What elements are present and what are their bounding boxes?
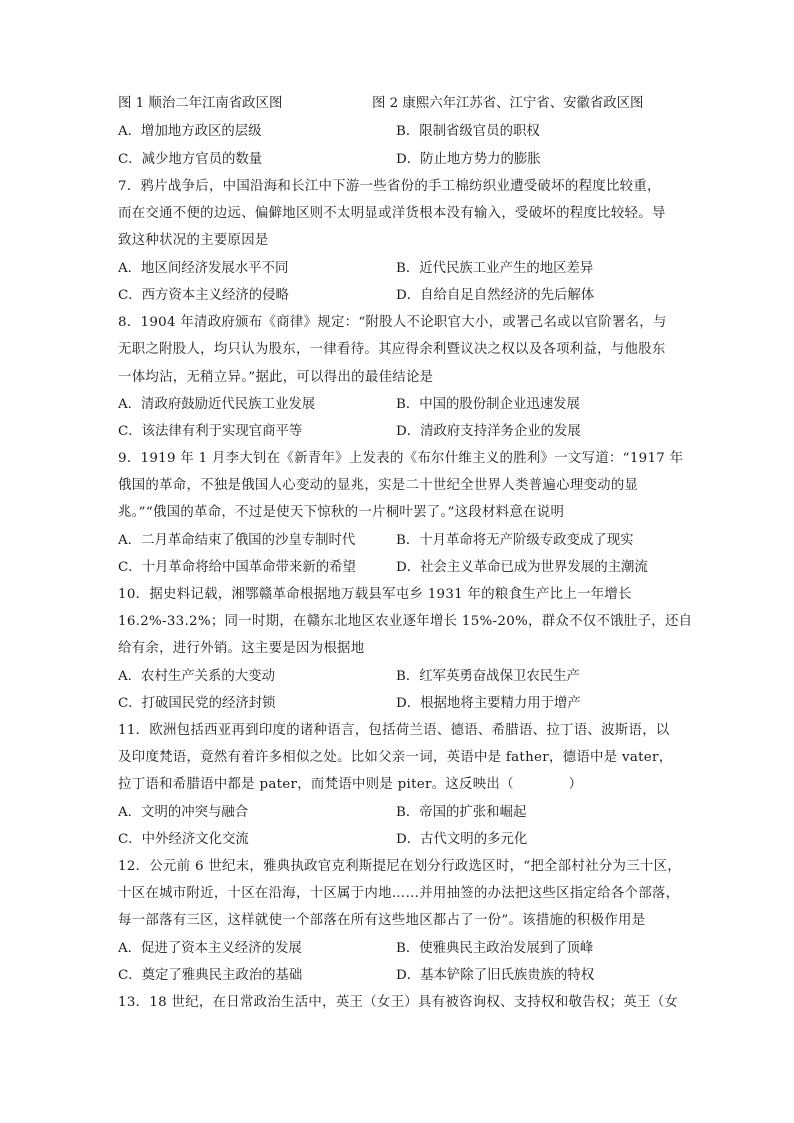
q9-stem-line: 俄国的革命，不独是俄国人心变动的显兆，实是二十世纪全世界人类普遍心理变动的显 xyxy=(118,478,639,493)
q7-option-d: D．自给自足自然经济的先后解体 xyxy=(396,288,595,303)
q7-stem-line: 而在交通不便的边远、偏僻地区则不太明显或洋货根本没有输入，受破坏的程度比较轻。导 xyxy=(118,206,666,221)
q12-option-b: B．使雅典民主政治发展到了顶峰 xyxy=(396,941,594,956)
q9-option-d: D．社会主义革命已成为世界发展的主潮流 xyxy=(396,560,648,575)
q9-stem-line: 兆。”“俄国的革命，不过是使天下惊秋的一片桐叶罢了。”这段材料意在说明 xyxy=(118,505,565,520)
q11-option-c: C．中外经济文化交流 xyxy=(118,832,249,847)
q6-option-d: D．防止地方势力的膨胀 xyxy=(396,152,541,167)
q7-stem-line: 7．鸦片战争后，中国沿海和长江中下游一些省份的手工棉纺织业遭受破坏的程度比较重， xyxy=(118,179,661,194)
q8-option-a: A．清政府鼓励近代民族工业发展 xyxy=(118,397,316,412)
q10-option-a: A．农村生产关系的大变动 xyxy=(118,669,275,684)
q11-option-b: B．帝国的扩张和崛起 xyxy=(396,805,527,820)
q12-option-d: D．基本铲除了旧氏族贵族的特权 xyxy=(396,968,595,983)
q13-stem-line: 13．18 世纪，在日常政治生活中，英王（女王）具有被咨询权、支持权和敬告权；英王（女 xyxy=(118,995,679,1010)
q10-stem-line: 16.2%-33.2%；同一时期，在赣东北地区农业逐年增长 15%-20%，群众不仅不饿肚子，还自 xyxy=(118,614,693,629)
q6-option-c: C．减少地方官员的数量 xyxy=(118,152,263,167)
q11-option-d: D．古代文明的多元化 xyxy=(396,832,528,847)
q8-option-d: D．清政府支持洋务企业的发展 xyxy=(396,424,581,439)
q8-stem-line: 8．1904 年清政府颁布《商律》规定：“附股人不论职官大小，或署己名或以官阶署名，与 xyxy=(118,315,667,330)
q11-option-a: A．文明的冲突与融合 xyxy=(118,805,249,820)
q10-option-c: C．打破国民党的经济封锁 xyxy=(118,696,276,711)
figure-1-caption: 图 1 顺治二年江南省政区图 xyxy=(118,96,283,111)
q11-stem-line: 拉丁语和希腊语中都是 pater，而梵语中则是 piter。这反映出（ ） xyxy=(118,777,583,792)
q10-stem-line: 给有余，进行外销。这主要是因为根据地 xyxy=(118,641,365,656)
q8-option-b: B．中国的股份制企业迅速发展 xyxy=(396,397,580,412)
q9-option-a: A．二月革命结束了俄国的沙皇专制时代 xyxy=(118,533,356,548)
q11-stem-line: 11．欧洲包括西亚再到印度的诸种语言，包括荷兰语、德语、希腊语、拉丁语、波斯语，以 xyxy=(118,723,670,738)
q8-option-c: C．该法律有利于实现官商平等 xyxy=(118,424,303,439)
q7-option-c: C．西方资本主义经济的侵略 xyxy=(118,288,289,303)
q11-stem-line: 及印度梵语，竟然有着许多相似之处。比如父亲一词，英语中是 father，德语中是 vater， xyxy=(118,750,673,765)
q9-option-c: C．十月革命将给中国革命带来新的希望 xyxy=(118,560,356,575)
q12-stem-line: 12．公元前 6 世纪末，雅典执政官克利斯提尼在划分行政选区时，“把全部村社分为三十区， xyxy=(118,859,681,874)
q8-stem-line: 一体均沾，无稍立异。”据此，可以得出的最佳结论是 xyxy=(118,370,434,385)
q10-stem-line: 10．据史料记载，湘鄂赣革命根据地万载县军屯乡 1931 年的粮食生产比上一年增长 xyxy=(118,587,632,602)
q10-option-d: D．根据地将主要精力用于增产 xyxy=(396,696,581,711)
q12-option-c: C．奠定了雅典民主政治的基础 xyxy=(118,968,303,983)
q7-option-a: A．地区间经济发展水平不同 xyxy=(118,261,289,276)
q7-stem-line: 致这种状况的主要原因是 xyxy=(118,233,269,248)
q9-stem-line: 9．1919 年 1 月李大钊在《新青年》上发表的《布尔什维主义的胜利》一文写道：“1917 年 xyxy=(118,451,684,466)
q12-option-a: A．促进了资本主义经济的发展 xyxy=(118,941,302,956)
q10-option-b: B．红军英勇奋战保卫农民生产 xyxy=(396,669,580,684)
q6-option-b: B．限制省级官员的职权 xyxy=(396,124,540,139)
q7-option-b: B．近代民族工业产生的地区差异 xyxy=(396,261,594,276)
q12-stem-line: 十区在城市附近，十区在沿海，十区属于内地……并用抽签的办法把这些区指定给各个部落， xyxy=(118,886,680,901)
q8-stem-line: 无职之附股人，均只认为股东，一律看待。其应得余利暨议决之权以及各项利益，与他股东 xyxy=(118,342,666,357)
figure-2-caption: 图 2 康熙六年江苏省、江宁省、安徽省政区图 xyxy=(372,96,644,111)
q12-stem-line: 每一部落有三区，这样就使一个部落在所有这些地区都占了一份”。该措施的积极作用是 xyxy=(118,913,646,928)
q9-option-b: B．十月革命将无产阶级专政变成了现实 xyxy=(396,533,634,548)
q6-option-a: A．增加地方政区的层级 xyxy=(118,124,262,139)
